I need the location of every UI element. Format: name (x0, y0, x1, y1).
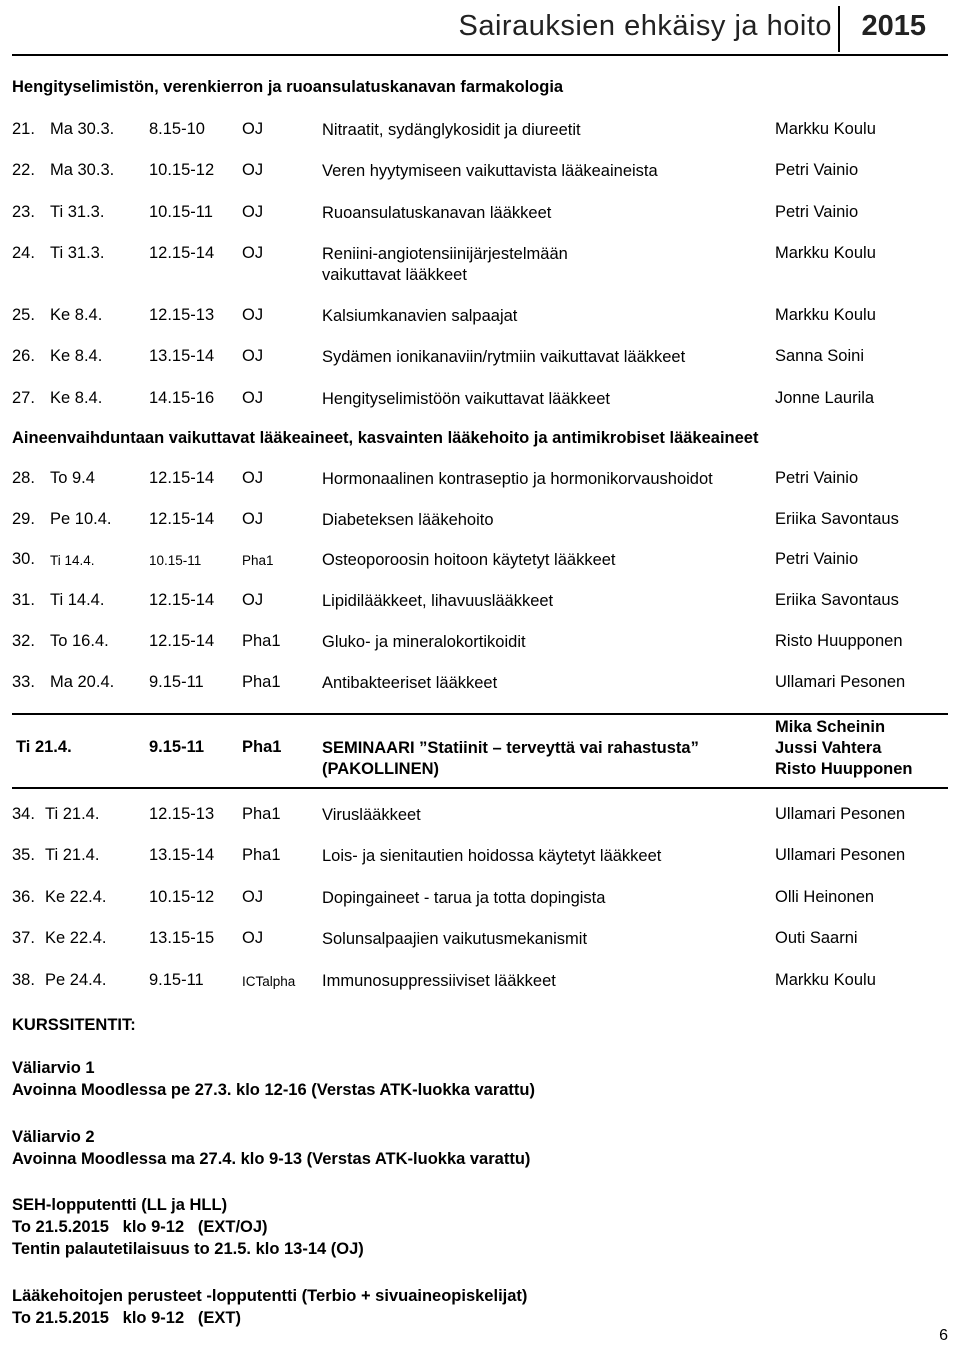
row-topic: Nitraatit, sydänglykosidit ja diureetit (322, 121, 581, 139)
midterm-2 (12, 1126, 530, 1170)
row-topic (322, 244, 762, 286)
row-group: OJ (242, 347, 264, 365)
seminar-divider-bottom (12, 787, 948, 789)
seminar-group: Pha1 (242, 738, 282, 756)
row-time: 9.15-11 (149, 673, 204, 691)
row-time: 10.15-12 (149, 888, 215, 906)
row-time: 14.15-16 (149, 389, 215, 407)
row-number: 22. (12, 161, 35, 179)
row-time: 8.15-10 (149, 120, 205, 138)
row-group: OJ (242, 161, 264, 179)
row-group: Pha1 (242, 846, 281, 864)
row-day: Pe 10.4. (50, 510, 112, 528)
row-day: Ti 21.4. (45, 805, 100, 823)
row-lecturer: Jonne Laurila (775, 389, 875, 407)
row-number: 35. (12, 846, 35, 864)
seminar-time: 9.15-11 (149, 738, 205, 756)
row-topic: Dopingaineet - tarua ja totta dopingista (322, 889, 606, 907)
row-topic: Ruoansulatuskanavan lääkkeet (322, 204, 552, 222)
row-number: 36. (12, 888, 35, 906)
header-divider (838, 6, 840, 52)
row-number: 32. (12, 632, 35, 650)
row-number: 34. (12, 805, 35, 823)
row-number: 25. (12, 306, 35, 324)
row-topic-line: vaikuttavat lääkkeet (322, 266, 467, 284)
header-title: Sairauksien ehkäisy ja hoito (458, 10, 832, 42)
final-exam-title: SEH-lopputentti (LL ja HLL) (12, 1196, 228, 1214)
row-lecturer: Eriika Savontaus (775, 591, 899, 609)
row-time: 12.15-14 (149, 510, 215, 528)
row-day: Ma 20.4. (50, 673, 115, 691)
row-number: 31. (12, 591, 35, 609)
row-day: Ke 8.4. (50, 389, 103, 407)
row-group: OJ (242, 510, 264, 528)
row-lecturer: Markku Koulu (775, 971, 876, 989)
row-time: 10.15-12 (149, 161, 215, 179)
row-time: 12.15-14 (149, 244, 215, 262)
seminar-lecturer: Risto Huupponen (775, 760, 913, 778)
row-lecturer: Petri Vainio (775, 203, 859, 221)
header-year: 2015 (861, 10, 926, 42)
seminar-divider-top (12, 713, 948, 715)
row-group: OJ (242, 203, 264, 221)
row-lecturer: Markku Koulu (775, 306, 876, 324)
row-number: 24. (12, 244, 35, 262)
final-exam-time: To 21.5.2015 klo 9-12 (EXT/OJ) (12, 1218, 268, 1236)
row-topic: Sydämen ionikanaviin/rytmiin vaikuttavat lääkkeet (322, 348, 686, 366)
row-group: ICTalpha (242, 974, 296, 989)
row-day: Ke 22.4. (45, 929, 107, 947)
exams-heading-text: KURSSITENTIT: (12, 1016, 136, 1034)
row-day: Ke 22.4. (45, 888, 107, 906)
seminar-day: Ti 21.4. (16, 738, 72, 756)
row-day: To 16.4. (50, 632, 109, 650)
row-day: Ke 8.4. (50, 347, 103, 365)
basics-exam (12, 1285, 527, 1329)
section-heading-respiratory: Hengityselimistön, verenkierron ja ruoansulatuskanavan farmakologia (12, 78, 564, 96)
row-time: 13.15-15 (149, 929, 215, 947)
row-day: Ti 31.3. (50, 203, 105, 221)
row-lecturer: Petri Vainio (775, 550, 859, 568)
row-group: Pha1 (242, 632, 281, 650)
row-group: OJ (242, 389, 264, 407)
row-group: OJ (242, 306, 264, 324)
row-group: OJ (242, 120, 264, 138)
row-number: 28. (12, 469, 35, 487)
midterm-1 (12, 1057, 535, 1101)
row-number: 37. (12, 929, 35, 947)
row-group: OJ (242, 244, 264, 262)
row-topic: Diabeteksen lääkehoito (322, 511, 494, 529)
row-number: 29. (12, 510, 35, 528)
row-lecturer: Risto Huupponen (775, 632, 903, 650)
row-topic: Osteoporoosin hoitoon käytetyt lääkkeet (322, 551, 616, 569)
row-number: 23. (12, 203, 35, 221)
row-lecturer: Olli Heinonen (775, 888, 875, 906)
row-day: Ma 30.3. (50, 161, 115, 179)
seminar-topic-line: (PAKOLLINEN) (322, 760, 440, 778)
row-group: Pha1 (242, 553, 274, 568)
midterm-2-detail: Avoinna Moodlessa ma 27.4. klo 9-13 (Verstas ATK-luokka varattu) (12, 1150, 531, 1168)
row-time: 9.15-11 (149, 971, 204, 989)
midterm-1-title: Väliarvio 1 (12, 1059, 95, 1077)
row-topic: Veren hyytymiseen vaikuttavista lääkeaineista (322, 162, 658, 180)
row-time: 13.15-14 (149, 846, 215, 864)
row-lecturer: Markku Koulu (775, 244, 876, 262)
basics-exam-title: Lääkehoitojen perusteet -lopputentti (Terbio + sivuaineopiskelijat) (12, 1287, 528, 1305)
row-group: OJ (242, 469, 264, 487)
row-lecturer: Markku Koulu (775, 120, 876, 138)
row-group: Pha1 (242, 805, 281, 823)
row-day: Ti 14.4. (50, 591, 105, 609)
row-topic: Solunsalpaajien vaikutusmekanismit (322, 930, 588, 948)
seminar-topic-line: SEMINAARI ”Statiinit – terveyttä vai rahastusta” (322, 739, 699, 757)
row-time: 12.15-13 (149, 805, 215, 823)
row-group: Pha1 (242, 673, 281, 691)
row-group: OJ (242, 591, 264, 609)
row-topic: Hengityselimistöön vaikuttavat lääkkeet (322, 390, 610, 408)
row-lecturer: Petri Vainio (775, 469, 859, 487)
row-lecturer: Ullamari Pesonen (775, 805, 906, 823)
seminar-lecturer-list (775, 717, 912, 780)
row-topic: Gluko- ja mineralokortikoidit (322, 633, 526, 651)
seminar-lecturer: Mika Scheinin (775, 718, 886, 736)
row-time: 13.15-14 (149, 347, 215, 365)
exams-heading (12, 1014, 136, 1036)
row-topic: Lipidilääkkeet, lihavuuslääkkeet (322, 592, 554, 610)
seminar-topic (322, 738, 762, 780)
row-number: 27. (12, 389, 35, 407)
row-topic: Viruslääkkeet (322, 806, 421, 824)
row-number: 38. (12, 971, 35, 989)
midterm-2-title: Väliarvio 2 (12, 1128, 95, 1146)
row-day: Ti 21.4. (45, 846, 100, 864)
row-day: Ti 14.4. (50, 553, 95, 568)
page-number: 6 (939, 1327, 948, 1344)
row-topic: Hormonaalinen kontraseptio ja hormonikorvaushoidot (322, 470, 713, 488)
row-topic-line: Reniini-angiotensiinijärjestelmään (322, 245, 568, 263)
row-day: Ti 31.3. (50, 244, 105, 262)
row-group: OJ (242, 929, 264, 947)
section-heading-metabolism: Aineenvaihduntaan vaikuttavat lääkeaineet, kasvainten lääkehoito ja antimikrobiset lääkeaineet (12, 429, 759, 447)
row-lecturer: Petri Vainio (775, 161, 859, 179)
row-day: To 9.4 (50, 469, 95, 487)
row-time: 12.15-14 (149, 632, 215, 650)
row-lecturer: Outi Saarni (775, 929, 858, 947)
seminar-lecturer: Jussi Vahtera (775, 739, 882, 757)
row-number: 26. (12, 347, 35, 365)
row-time: 12.15-14 (149, 591, 215, 609)
row-time: 12.15-14 (149, 469, 215, 487)
row-lecturer: Ullamari Pesonen (775, 673, 906, 691)
midterm-1-detail: Avoinna Moodlessa pe 27.3. klo 12-16 (Verstas ATK-luokka varattu) (12, 1081, 535, 1099)
page-header (12, 0, 948, 56)
row-time: 10.15-11 (149, 553, 202, 568)
row-topic: Immunosuppressiiviset lääkkeet (322, 972, 556, 990)
row-number: 21. (12, 120, 35, 138)
row-topic: Kalsiumkanavien salpaajat (322, 307, 518, 325)
row-lecturer: Ullamari Pesonen (775, 846, 906, 864)
basics-exam-time: To 21.5.2015 klo 9-12 (EXT) (12, 1309, 241, 1327)
row-group: OJ (242, 888, 264, 906)
row-day: Ma 30.3. (50, 120, 115, 138)
row-topic: Lois- ja sienitautien hoidossa käytetyt lääkkeet (322, 847, 662, 865)
row-lecturer: Eriika Savontaus (775, 510, 899, 528)
row-time: 12.15-13 (149, 306, 215, 324)
row-day: Ke 8.4. (50, 306, 103, 324)
final-exam (12, 1194, 364, 1260)
row-number: 30. (12, 550, 35, 568)
row-time: 10.15-11 (149, 203, 213, 221)
final-exam-feedback: Tentin palautetilaisuus to 21.5. klo 13-14 (OJ) (12, 1240, 364, 1258)
row-topic: Antibakteeriset lääkkeet (322, 674, 498, 692)
row-number: 33. (12, 673, 35, 691)
row-day: Pe 24.4. (45, 971, 107, 989)
row-lecturer: Sanna Soini (775, 347, 864, 365)
